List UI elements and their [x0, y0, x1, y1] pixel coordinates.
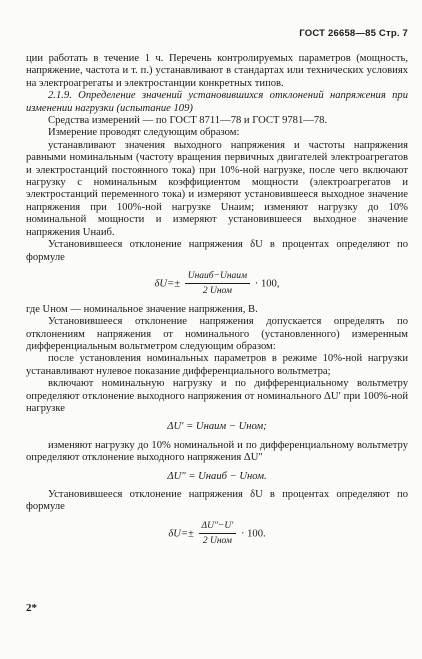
paragraph: ции работать в течение 1 ч. Перечень контролируемых параметров (мощность, напряжение, частота и т. п.) устанавливают в стандартах или технических условиях на электроагрегаты и электростанции конкретных типов. — [26, 53, 408, 89]
formula-1 — [26, 270, 408, 298]
section-heading: 2.1.9. Определение значений установившихся отклонений напряжения при изменении нагрузки (испытание 109) — [26, 90, 408, 114]
formula-4-lhs: δU=± — [168, 528, 194, 540]
formula-4-denominator: 2 Uном — [202, 536, 232, 547]
formula-1-rhs: · 100, — [254, 278, 280, 290]
formula-4-fraction — [199, 520, 237, 548]
paragraph: изменяют нагрузку до 10% номинальной и по дифференциальному вольтметру определяют отклонение выходного напряжения ΔU″ — [26, 439, 408, 464]
formula-3: ΔU″ = Uнаиб − Uном. — [167, 470, 267, 482]
formula-1-fraction — [185, 270, 250, 298]
paragraph: Установившееся отклонение напряжения δU в процентах определяют по формуле — [26, 239, 408, 263]
paragraph: Средства измерений — по ГОСТ 8711—78 и ГОСТ 9781—78. — [48, 115, 328, 127]
signature-mark: 2* — [26, 602, 37, 614]
formula-2: ΔU′ = Uнаим − Uном; — [167, 421, 267, 433]
body-text — [26, 53, 408, 554]
paragraph: после установления номинальных параметров в режиме 10%-ной нагрузки устанавливают нулевое показание дифференциального вольтметра; — [26, 353, 408, 377]
paragraph: Установившееся отклонение напряжения допускается определять по отклонениям напряжения от номинального (установленного) измеренным дифференциальным вольтметром следующим образом: — [26, 316, 408, 352]
paragraph: устанавливают значения выходного напряжения и частоты напряжения равными номинальным (частоту вращения первичных двигателей электроагрегатов и электростанций постоянного тока) при 10%-ной нагрузке, после чего включают нагрузку с номинальным коэффициентом мощности (электроагрегатов и электростанций переменного тока) и измеряют установившееся выходное значение напряжения при 100%-ной нагрузке Uнаим; изменяют нагрузку до 10% номинальной мощности и измеряют установившееся выходное значение напряжения Uнаиб. — [26, 139, 408, 238]
formula-1-numerator: Uнаиб−Uнаим — [185, 270, 250, 284]
formula-4 — [26, 520, 408, 548]
formula-4-rhs: · 100. — [240, 528, 266, 540]
paragraph: включают номинальную нагрузку и по дифференциальному вольтметру определяют отклонение выходного напряжения от номинального ΔU′ при 100%-ной нагрузке — [26, 378, 408, 414]
formula-1-denominator: 2 Uном — [202, 286, 232, 297]
formula-4-numerator: ΔU″−U′ — [199, 520, 237, 534]
paragraph: Установившееся отклонение напряжения δU в процентах определяют по формуле — [26, 489, 408, 513]
page-header: ГОСТ 26658—85 Стр. 7 — [299, 28, 408, 39]
formula-1-lhs: δU=± — [154, 278, 181, 290]
paragraph: где Uном — номинальное значение напряжения, В. — [26, 303, 258, 315]
paragraph: Измерение проводят следующим образом: — [48, 127, 240, 139]
